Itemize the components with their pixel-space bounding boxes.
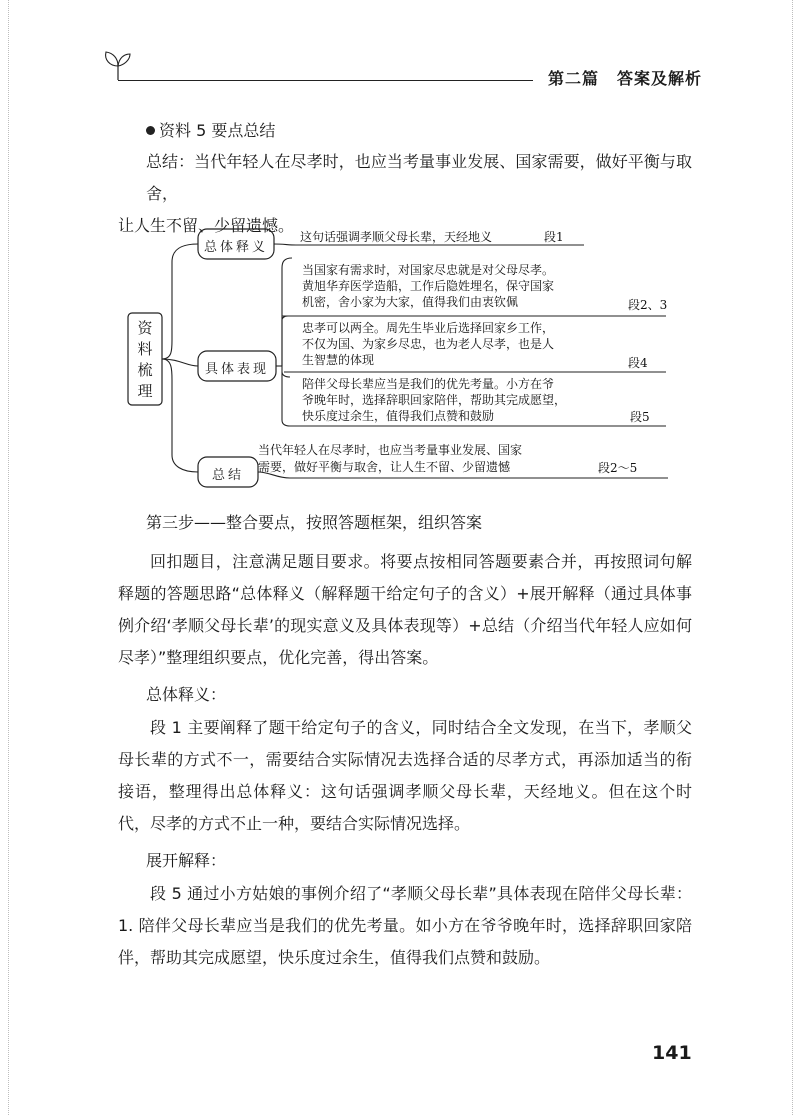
sub-branch-2 (282, 316, 288, 366)
overall-paragraph: 段 1 主要阐释了题干给定句子的含义，同时结合全文发现，在当下，孝顺父母长辈的方式不一，需要结合实际情况去选择合适的尽孝方式，再添加适当的衔接语，整理得出总体释义：这句话强调孝顺父母长辈，天经地义。但在这个时代，尽孝的方式不止一种，要结合实际情况选择。 (118, 718, 692, 833)
concrete-item-3-line-1: 陪伴父母长辈应当是我们的优先考量。小方在爷 (302, 377, 555, 391)
node-overall: 总体释义 (203, 240, 268, 255)
subheading-overall: 总体释义： (146, 685, 227, 704)
concrete-item-2-line-1: 忠孝可以两全。周先生毕业后选择回家乡工作， (302, 321, 555, 335)
concrete-item-3 (302, 376, 566, 424)
overall-ref: 段1 (544, 230, 564, 244)
overall-text: 这句话强调孝顺父母长辈，天经地义 (300, 230, 493, 244)
mind-map-summary-ref: 段2～5 (598, 461, 638, 475)
summary-line-1: 总结：当代年轻人在尽孝时，也应当考量事业发展、国家需要，做好平衡与取舍， (146, 152, 692, 203)
node-concrete: 具体表现 (204, 362, 269, 377)
mind-map-summary-line-2: 需要，做好平衡与取舍，让人生不留、少留遗憾 (258, 460, 511, 474)
page-number: 141 (652, 1042, 692, 1064)
concrete-item-1-line-2: 黄旭华弃医学造船，工作后隐姓埋名，保守国家 (302, 279, 555, 293)
concrete-item-1-line-1: 当国家有需求时，对国家尽忠就是对父母尽孝。 (302, 263, 555, 277)
concrete-item-2-line-2: 不仅为国、为家乡尽忠，也为老人尽孝，也是人 (302, 337, 555, 351)
concrete-item-2-ref: 段4 (628, 356, 648, 370)
branch-line-summary (162, 359, 198, 472)
header-part: 第二篇 (548, 69, 600, 88)
section-heading-text: 资料 5 要点总结 (159, 121, 276, 140)
method-paragraph: 回扣题目，注意满足题目要求。将要点按相同答题要素合并，再按照词句解释题的答题思路“总体释义（解释题干给定句子的含义）+展开解释（通过具体事例介绍‘孝顺父母长辈’的现实意义及具体表现等）+总结（介绍当代年轻人应如何尽孝）”整理组织要点，优化完善，得出答案。 (118, 552, 692, 667)
concrete-item-3-line-2: 爷晚年时，选择辞职回家陪伴，帮助其完成愿望， (302, 393, 567, 407)
root-char-4: 理 (137, 382, 153, 400)
expand-paragraph: 段 5 通过小方姑娘的事例介绍了“孝顺父母长辈”具体表现在陪伴父母长辈：1. 陪伴父母长辈应当是我们的优先考量。如小方在爷爷晚年时，选择辞职回家陪伴，帮助其完成愿望，快乐度过余生，值得我们点赞和鼓励。 (118, 884, 692, 967)
concrete-item-1-line-3: 机密，舍小家为大家，值得我们由衷钦佩 (302, 295, 519, 309)
node-summary: 总结 (211, 468, 244, 483)
step-3-heading: 第三步——整合要点，按照答题框架，组织答案 (146, 513, 483, 532)
concrete-item-1 (302, 262, 554, 310)
root-char-1: 资 (137, 319, 153, 337)
subheading-expand: 展开解释： (146, 851, 227, 870)
header-section: 答案及解析 (617, 69, 703, 88)
mind-map-summary-line-1: 当代年轻人在尽孝时，也应当考量事业发展、国家 (258, 443, 523, 457)
concrete-item-2-line-3: 生智慧的体现 (302, 353, 375, 367)
mind-map-root (134, 318, 156, 402)
sub-branch-1 (282, 258, 292, 366)
concrete-item-2 (302, 320, 554, 368)
root-char-2: 料 (137, 340, 153, 358)
concrete-item-3-ref: 段5 (630, 410, 650, 424)
concrete-item-3-line-3: 快乐度过余生，值得我们点赞和鼓励 (302, 409, 495, 423)
root-char-3: 梳 (137, 361, 153, 379)
branch-line-overall (162, 244, 198, 359)
summary-line-2: 让人生不留、少留遗憾。 (118, 216, 295, 235)
mind-map-summary (258, 442, 522, 476)
concrete-item-1-ref: 段2、3 (628, 298, 668, 312)
